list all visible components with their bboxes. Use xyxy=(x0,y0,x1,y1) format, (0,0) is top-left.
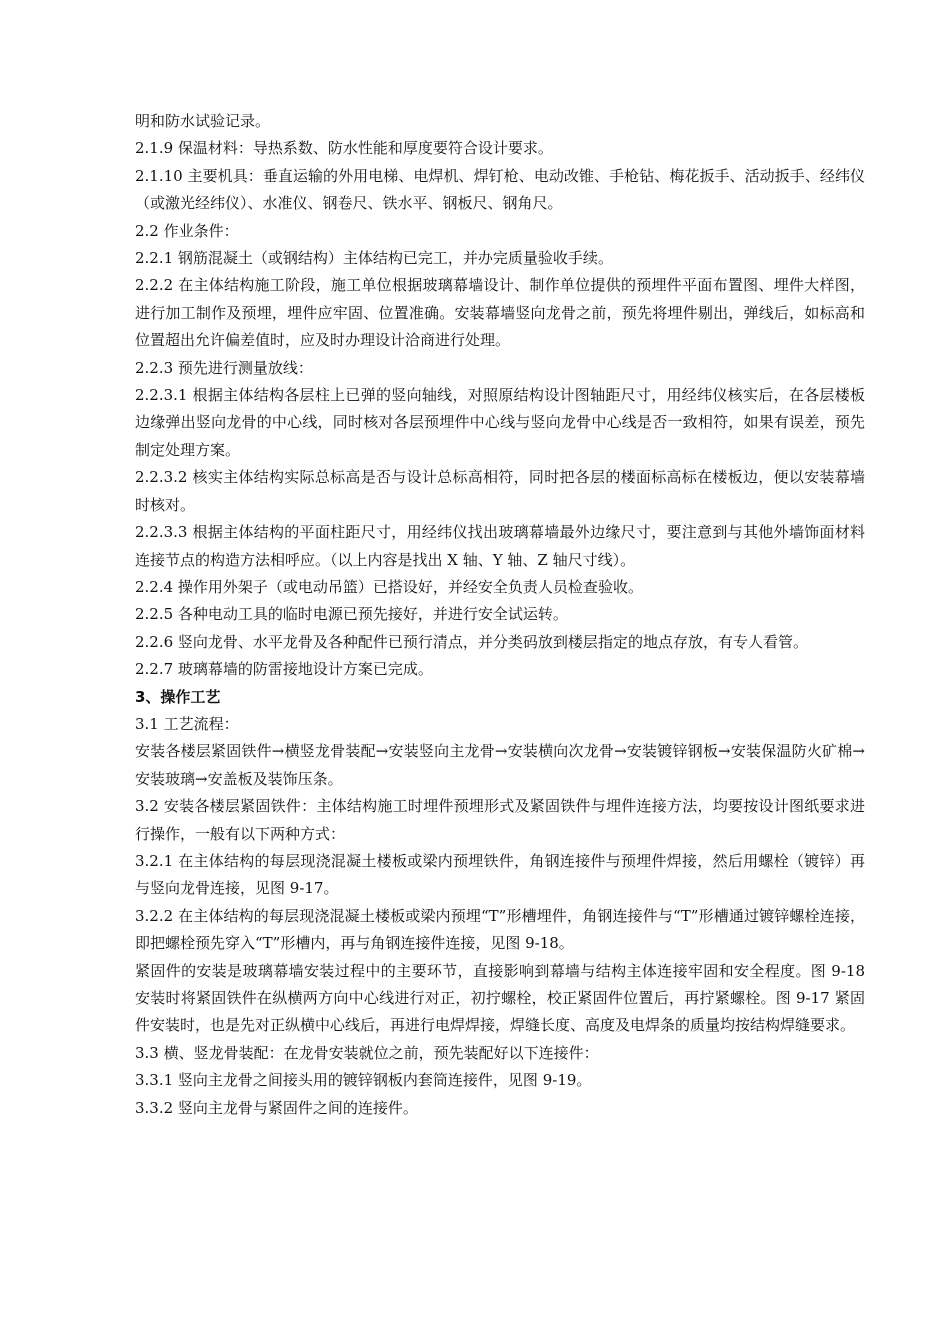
paragraph-2-2-4: 2.2.4 操作用外架子（或电动吊篮）已搭设好，并经安全负责人员检查验收。 xyxy=(135,577,643,596)
paragraph-3-3-2: 3.3.2 竖向主龙骨与紧固件之间的连接件。 xyxy=(135,1098,418,1117)
paragraph-2-2: 2.2 作业条件： xyxy=(135,221,239,240)
paragraph-2-1-9: 2.1.9 保温材料：导热系数、防水性能和厚度要符合设计要求。 xyxy=(135,139,553,158)
paragraph-2-2-7: 2.2.7 玻璃幕墙的防雷接地设计方案已完成。 xyxy=(135,660,433,679)
paragraph-2-1-10: 2.1.10 主要机具：垂直运输的外用电梯、电焊机、焊钉枪、电动改锥、手枪钻、梅花扳手、活动扳手、经纬仪（或激光经纬仪）、水准仪、钢卷尺、铁水平、钢板尺、钢角尺。 xyxy=(135,166,865,213)
document-page xyxy=(135,108,865,1122)
paragraph-2-2-3-1: 2.2.3.1 根据主体结构各层柱上已弹的竖向轴线，对照原结构设计图轴距尺寸，用经纬仪核实后，在各层楼板边缘弹出竖向龙骨的中心线，同时核对各层预埋件中心线与竖向龙骨中心线是否一致相符，如果有误差，预先制定处理方案。 xyxy=(135,386,865,459)
paragraph-2-2-1: 2.2.1 钢筋混凝土（或钢结构）主体结构已完工，并办完质量验收手续。 xyxy=(135,249,613,268)
paragraph-2-2-3-3: 2.2.3.3 根据主体结构的平面柱距尺寸，用经纬仪找出玻璃幕墙最外边缘尺寸，要注意到与其他外墙饰面材料连接节点的构造方法相呼应。（以上内容是找出 X 轴、Y 轴、Z 轴尺寸线）。 xyxy=(135,523,865,569)
paragraph-3-2-1: 3.2.1 在主体结构的每层现浇混凝土楼板或梁内预埋铁件，角钢连接件与预埋件焊接，然后用螺栓（镀锌）再与竖向龙骨连接，见图 9-17。 xyxy=(135,851,865,898)
paragraph-fastener-note: 紧固件的安装是玻璃幕墙安装过程中的主要环节，直接影响到幕墙与结构主体连接牢固和安全程度。图 9-18 安装时将紧固铁件在纵横两方向中心线进行对正，初拧螺栓，校正紧固件位置后，再拧紧螺栓。图 9-17 紧固件安装时，也是先对正纵横中心线后，再进行电焊焊接，焊缝长度、高度及电焊条的质量均按结构焊缝要求。 xyxy=(135,961,865,1035)
paragraph-process-flow: 安装各楼层紧固铁件→横竖龙骨装配→安装竖向主龙骨→安装横向次龙骨→安装镀锌钢板→安装保温防火矿棉→安装玻璃→安盖板及装饰压条。 xyxy=(135,742,865,788)
paragraph-2-2-3: 2.2.3 预先进行测量放线： xyxy=(135,358,313,377)
paragraph-2-2-6: 2.2.6 竖向龙骨、水平龙骨及各种配件已预行清点，并分类码放到楼层指定的地点存放，有专人看管。 xyxy=(135,632,808,651)
paragraph-3-2: 3.2 安装各楼层紧固铁件：主体结构施工时埋件预埋形式及紧固铁件与埋件连接方法，均要按设计图纸要求进行操作，一般有以下两种方式： xyxy=(135,797,865,843)
paragraph-2-2-5: 2.2.5 各种电动工具的临时电源已预先接好，并进行安全试运转。 xyxy=(135,605,568,624)
paragraph-2-2-3-2: 2.2.3.2 核实主体结构实际总标高是否与设计总标高相符，同时把各层的楼面标高标在楼板边，便以安装幕墙时核对。 xyxy=(135,468,865,514)
paragraph-3-1: 3.1 工艺流程： xyxy=(135,714,239,733)
paragraph-continuation: 明和防水试验记录。 xyxy=(135,112,271,130)
paragraph-3-3: 3.3 横、竖龙骨装配：在龙骨安装就位之前，预先装配好以下连接件： xyxy=(135,1043,599,1062)
paragraph-3-2-2: 3.2.2 在主体结构的每层现浇混凝土楼板或梁内预埋“T”形槽埋件，角钢连接件与“T”形槽通过镀锌螺栓连接，即把螺栓预先穿入“T”形槽内，再与角钢连接件连接，见图 9-18。 xyxy=(135,906,865,953)
paragraph-2-2-2: 2.2.2 在主体结构施工阶段，施工单位根据玻璃幕墙设计、制作单位提供的预埋件平面布置图、埋件大样图，进行加工制作及预埋，埋件应牢固、位置准确。安装幕墙竖向龙骨之前，预先将埋件剔出，弹线后，如标高和位置超出允许偏差值时，应及时办理设计洽商进行处理。 xyxy=(135,276,865,350)
section-heading-3: 3、操作工艺 xyxy=(135,687,221,706)
paragraph-3-3-1: 3.3.1 竖向主龙骨之间接头用的镀锌钢板内套筒连接件，见图 9-19。 xyxy=(135,1071,592,1090)
